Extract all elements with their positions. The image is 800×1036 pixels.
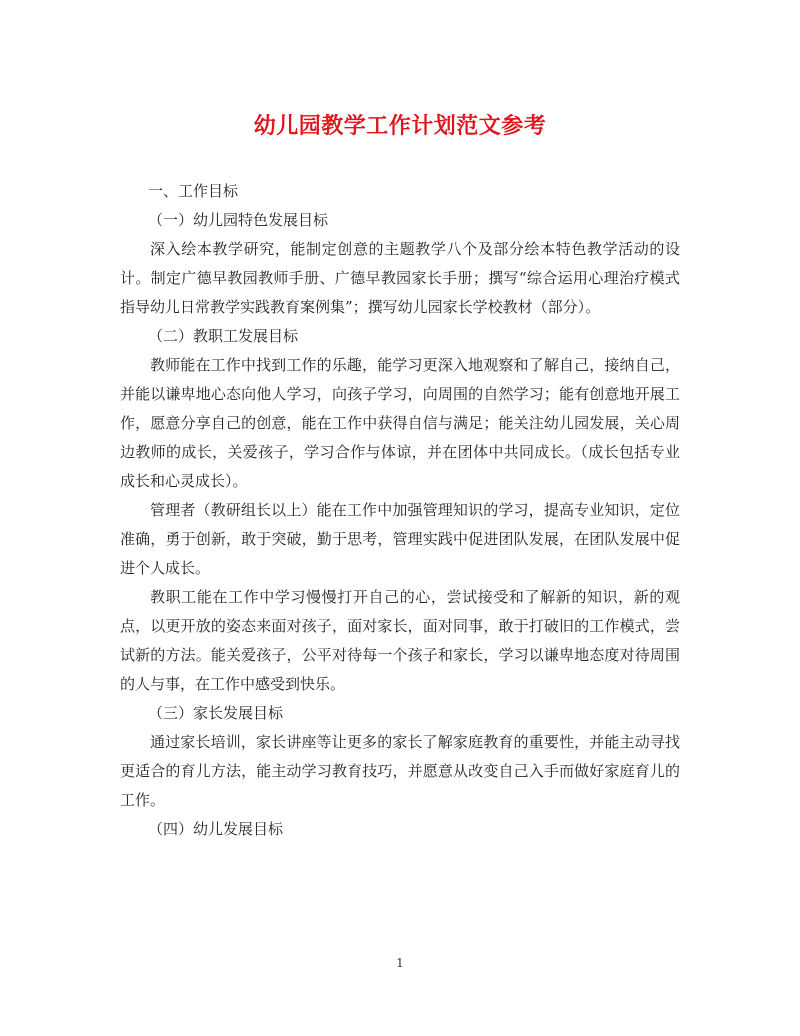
- subsection-heading-child-goals: （四）幼儿发展目标: [148, 820, 284, 838]
- document-body: [120, 177, 680, 844]
- paragraph-staff-goals: 教职工能在工作中学习慢慢打开自己的心，尝试接受和了解新的知识，新的观点，以更开放的姿态来面对孩子，面对家长，面对同事，敢于打破旧的工作模式，尝试新的方法。能关爱孩子，公平对待每一个孩子和家长，学习以谦卑地态度对待周围的人与事，在工作中感受到快乐。: [120, 588, 680, 693]
- section-heading-work-goals: 一、工作目标: [148, 182, 239, 200]
- paragraph-manager-goals: 管理者（教研组长以上）能在工作中加强管理知识的学习，提高专业知识，定位准确，勇于创新，敢于突破，勤于思考，管理实践中促进团队发展，在团队发展中促进个人成长。: [120, 501, 680, 577]
- subsection-heading-staff-goals: （二）教职工发展目标: [148, 327, 299, 345]
- subsection-heading-parent-goals: （三）家长发展目标: [148, 704, 284, 722]
- document-title: 幼儿园教学工作计划范文参考: [253, 113, 547, 139]
- paragraph-teacher-goals: 教师能在工作中找到工作的乐趣，能学习更深入地观察和了解自己，接纳自己，并能以谦卑地心态向他人学习，向孩子学习，向周围的自然学习；能有创意地开展工作，愿意分享自己的创意，能在工作中获得自信与满足；能关注幼儿园发展，关心周边教师的成长，关爱孩子，学习合作与体谅，并在团体中共同成长。（成长包括专业成长和心灵成长）。: [120, 356, 680, 490]
- paragraph-kindergarten-goals: 深入绘本教学研究，能制定创意的主题教学八个及部分绘本特色教学活动的设计。制定广德早教园教师手册、广德早教园家长手册；撰写“综合运用心理治疗模式指导幼儿日常教学实践教育案例集”；撰写幼儿园家长学校教材（部分）。: [120, 240, 680, 316]
- page-number: 1: [396, 956, 404, 970]
- paragraph-parent-goals: 通过家长培训，家长讲座等让更多的家长了解家庭教育的重要性，并能主动寻找更适合的育儿方法，能主动学习教育技巧，并愿意从改变自己入手而做好家庭育儿的工作。: [120, 733, 680, 809]
- subsection-heading-kindergarten-goals: （一）幼儿园特色发展目标: [148, 211, 329, 229]
